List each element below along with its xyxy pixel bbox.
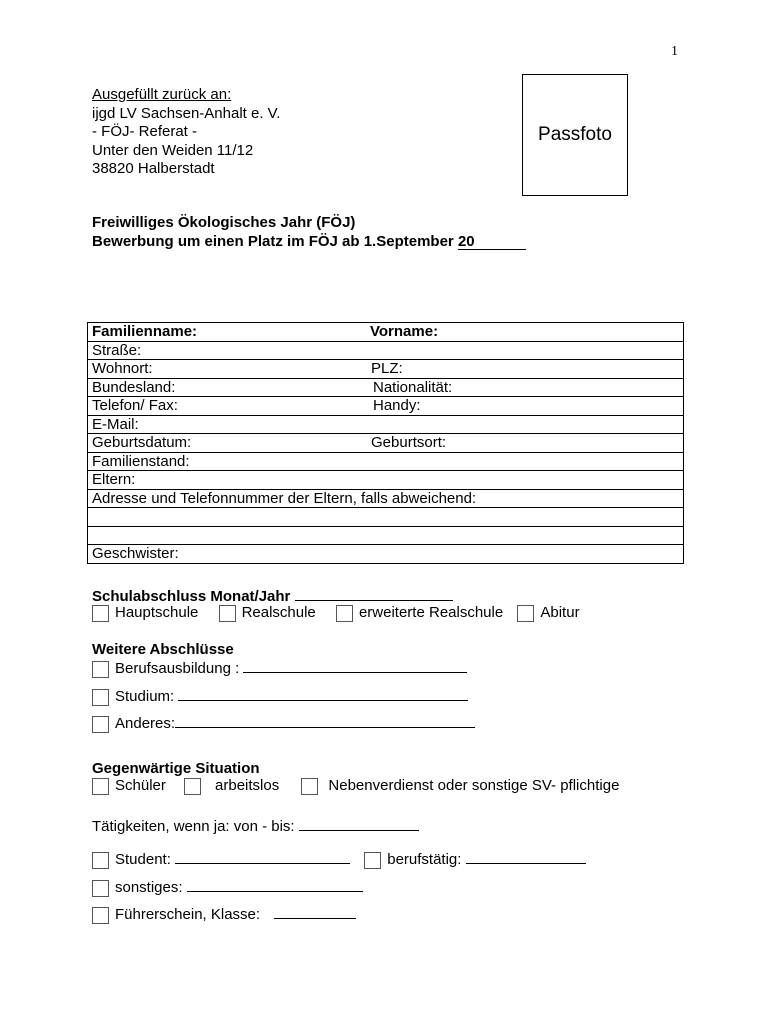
address-line: ijgd LV Sachsen-Anhalt e. V. — [92, 104, 281, 122]
nebenverdienst-checkbox[interactable] — [301, 778, 318, 795]
page-number: 1 — [671, 44, 678, 59]
realschule-checkbox[interactable] — [219, 605, 236, 622]
arbeitslos-checkbox[interactable] — [184, 778, 201, 795]
year-field[interactable] — [458, 234, 526, 250]
return-address — [92, 86, 280, 179]
cell-content — [92, 545, 679, 562]
cell-content — [92, 323, 679, 340]
title-line-1: Freiwilliges Ökologisches Jahr (FÖJ) — [92, 214, 356, 231]
field-label: Geburtsdatum: — [92, 434, 192, 452]
field-label — [92, 508, 96, 525]
option-label: Nebenverdienst oder sonstige SV- pflichtige — [328, 777, 620, 794]
table-cell[interactable] — [88, 434, 684, 453]
anderes-row — [92, 713, 475, 733]
table-cell[interactable] — [88, 360, 684, 379]
student-label: Student: — [115, 851, 171, 868]
option-label: Hauptschule — [115, 604, 199, 621]
field-label — [92, 527, 96, 544]
field-label: Telefon/ Fax: — [92, 397, 178, 415]
address-line: - FÖJ- Referat - — [92, 123, 198, 140]
table-cell[interactable] — [88, 508, 684, 527]
title-text: Bewerbung um einen Platz im FÖJ ab 1.September — [92, 232, 454, 250]
address-line: 38820 Halberstadt — [92, 160, 215, 177]
table-cell[interactable] — [88, 489, 684, 508]
table-row — [88, 397, 684, 416]
cell-content — [92, 416, 679, 433]
erweiterte-realschule-checkbox[interactable] — [336, 605, 353, 622]
hauptschule-checkbox[interactable] — [92, 605, 109, 622]
cell-content — [92, 453, 679, 470]
student-checkbox[interactable] — [92, 852, 109, 869]
option-label: Realschule — [241, 604, 316, 621]
table-cell[interactable] — [88, 526, 684, 545]
field-label: Wohnort: — [92, 360, 153, 378]
taetigkeiten-label: Tätigkeiten, wenn ja: von - bis: — [92, 818, 295, 835]
field-label: Eltern: — [92, 471, 136, 489]
field-label: PLZ: — [371, 360, 403, 378]
sonstiges-field[interactable] — [187, 877, 363, 892]
table-cell[interactable] — [88, 341, 684, 360]
field-label: Geschwister: — [92, 545, 179, 563]
field-label: Geburtsort: — [371, 434, 447, 452]
table-row — [88, 452, 684, 471]
anderes-field[interactable] — [175, 713, 475, 728]
taetigkeiten-field[interactable] — [299, 816, 419, 831]
table-row — [88, 526, 684, 545]
table-row — [88, 323, 684, 342]
schulabschluss-options — [92, 604, 580, 622]
weitere-heading: Weitere Abschlüsse — [92, 641, 234, 658]
taetigkeiten-row — [92, 816, 419, 835]
field-label: Nationalität: — [373, 378, 453, 396]
cell-content — [92, 360, 679, 377]
address-line: Unter den Weiden 11/12 — [92, 141, 254, 159]
studium-row — [92, 686, 468, 706]
table-cell[interactable] — [88, 397, 684, 416]
sonstiges-label: sonstiges: — [115, 879, 183, 896]
table-cell[interactable] — [88, 545, 684, 564]
fuehrerschein-label: Führerschein, Klasse: — [115, 906, 261, 923]
sonstiges-row — [92, 877, 363, 897]
berufsausbildung-checkbox[interactable] — [92, 661, 109, 678]
table-cell[interactable] — [88, 378, 684, 397]
student-row — [92, 849, 586, 869]
anderes-checkbox[interactable] — [92, 716, 109, 733]
anderes-label: Anderes: — [115, 715, 176, 732]
field-label: Familienname: — [92, 323, 198, 341]
field-label: Familienstand: — [92, 452, 190, 470]
table-row — [88, 545, 684, 564]
schulabschluss-date-field[interactable] — [295, 586, 453, 601]
berufstaetig-field[interactable] — [466, 849, 586, 864]
table-cell[interactable] — [88, 415, 684, 434]
cell-content — [92, 342, 679, 359]
field-label: Vorname: — [370, 323, 439, 341]
sonstiges-checkbox[interactable] — [92, 880, 109, 897]
personal-data-table — [87, 322, 684, 564]
schueler-checkbox[interactable] — [92, 778, 109, 795]
field-label: Adresse und Telefonnummer der Eltern, falls abweichend: — [92, 489, 477, 507]
table-cell[interactable] — [88, 471, 684, 490]
field-label: Bundesland: — [92, 378, 176, 396]
cell-content — [92, 434, 679, 451]
cell-content — [92, 508, 679, 525]
fuehrerschein-row — [92, 904, 356, 924]
table-row — [88, 360, 684, 379]
table-row — [88, 434, 684, 453]
cell-content — [92, 527, 679, 544]
fuehrerschein-field[interactable] — [274, 904, 356, 919]
cell-content — [92, 490, 679, 507]
table-row — [88, 378, 684, 397]
studium-label: Studium: — [115, 688, 175, 705]
table-row — [88, 508, 684, 527]
cell-content — [92, 471, 679, 488]
abitur-checkbox[interactable] — [517, 605, 534, 622]
table-cell[interactable] — [88, 323, 684, 342]
table-row — [88, 471, 684, 490]
berufstaetig-checkbox[interactable] — [364, 852, 381, 869]
berufsausbildung-field[interactable] — [243, 658, 467, 673]
table-row — [88, 489, 684, 508]
studium-field[interactable] — [178, 686, 468, 701]
cell-content — [92, 397, 679, 414]
field-label: Straße: — [92, 341, 142, 359]
situation-options — [92, 777, 619, 795]
option-label: Abitur — [540, 604, 580, 621]
table-row — [88, 341, 684, 360]
option-label: arbeitslos — [215, 777, 280, 794]
berufstaetig-label: berufstätig: — [387, 851, 462, 868]
student-field[interactable] — [175, 849, 350, 864]
schulabschluss-heading — [92, 586, 453, 605]
title-line-2 — [92, 233, 526, 252]
berufsausbildung-row — [92, 658, 467, 678]
table-row — [88, 415, 684, 434]
field-label: E-Mail: — [92, 415, 139, 433]
situation-heading: Gegenwärtige Situation — [92, 760, 260, 777]
studium-checkbox[interactable] — [92, 689, 109, 706]
year-prefix: 20 — [457, 232, 475, 250]
passport-photo-box — [522, 74, 628, 196]
option-label: Schüler — [115, 777, 166, 794]
schulabschluss-label: Schulabschluss Monat/Jahr — [92, 588, 291, 605]
table-cell[interactable] — [88, 452, 684, 471]
cell-content — [92, 379, 679, 396]
photo-label: Passfoto — [538, 124, 612, 145]
form-title — [92, 214, 526, 251]
fuehrerschein-checkbox[interactable] — [92, 907, 109, 924]
berufsausbildung-label: Berufsausbildung : — [115, 660, 240, 677]
field-label: Handy: — [373, 397, 421, 415]
option-label: erweiterte Realschule — [358, 604, 504, 621]
address-heading: Ausgefüllt zurück an: — [92, 86, 232, 103]
